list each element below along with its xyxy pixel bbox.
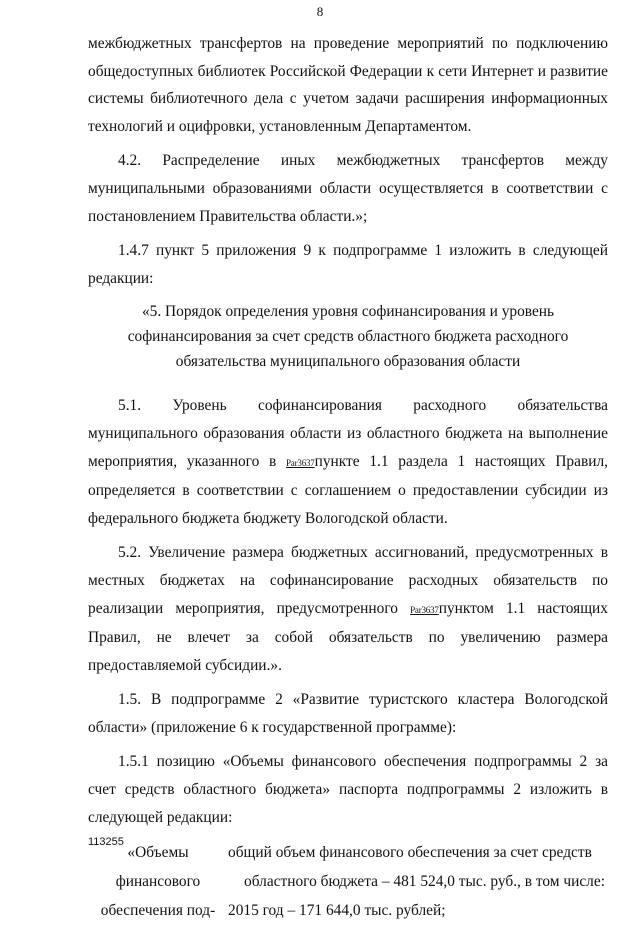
section-title: «5. Порядок определения уровня софинансирования и уровень софинансирования за счет средств областного бюджета расходного обязательства муниципального образования области [127, 303, 569, 371]
paragraph-5-1-text-b: пункте 1.1 раздела 1 настоящих Правил, определяется в соответствии с соглашением о предоставлении субсидии из федерального бюджета бюджету Вологодской области. [88, 452, 608, 527]
funding-table [88, 838, 608, 925]
paragraph-1-5-1: 1.5.1 позицию «Объемы финансового обеспечения подпрограммы 2 за счет средств областного бюджета» паспорта подпрограммы 2 изложить в следующей редакции: [88, 753, 608, 826]
page-number: 8 [316, 4, 324, 19]
table-cell-label [88, 838, 228, 925]
paragraph-4-2: 4.2. Распределение иных межбюджетных трансфертов между муниципальными образованиями области осуществляется в соответствии с постановлением Правительства области.»; [88, 152, 608, 225]
paragraph-5-2-text-a: 5.2. Увеличение размера бюджетных ассигнований, предусмотренных в местных бюджетах на софинансирование расходных обязательств по реализации мероприятия, предусмотренного [88, 544, 608, 617]
paragraph-1-4-7: 1.4.7 пункт 5 приложения 9 к подпрограмме 1 изложить в следующей редакции: [88, 242, 608, 287]
paragraph-continuation: межбюджетных трансфертов на проведение мероприятий по подключению общедоступных библиотек Российской Федерации к сети Интернет и развитие системы библиотечного дела с учетом задачи расширения информационных технологий и оцифровки, установленным Департаментом. [88, 35, 608, 135]
value-line: 2015 год – 171 644,0 тыс. рублей; [228, 902, 446, 920]
label-line: обеспечения под- [100, 902, 216, 920]
paragraph-5-1 [88, 392, 608, 532]
paragraph-5-2 [88, 539, 608, 679]
document-body [88, 30, 608, 925]
cross-reference-link[interactable]: Par3637 [410, 604, 439, 615]
paragraph-5-2-text-b: пунктом 1.1 настоящих Правил, не влечет за собой обязательств по увеличению размера предоставляемой субсидии.». [88, 599, 608, 674]
paragraph-5-1-text-a: 5.1. Уровень софинансирования расходного обязательства муниципального образования области из областного бюджета на выполнение мероприятия, указанного в [88, 397, 608, 470]
value-line: общий объем финансового обеспечения за счет средств [228, 844, 592, 862]
label-line: финансового [115, 873, 201, 891]
value-line: областного бюджета – 481 524,0 тыс. руб., в том числе: [244, 873, 605, 891]
label-line: «Объемы [127, 844, 189, 862]
cross-reference-link[interactable]: Par3637 [286, 457, 315, 468]
table-row [88, 838, 608, 925]
paragraph-1-5: 1.5. В подпрограмме 2 «Развитие туристского кластера Вологодской области» (приложение 6 к государственной программе): [88, 691, 608, 736]
footer-code: 113255 [88, 836, 124, 848]
table-cell-value [228, 838, 608, 925]
